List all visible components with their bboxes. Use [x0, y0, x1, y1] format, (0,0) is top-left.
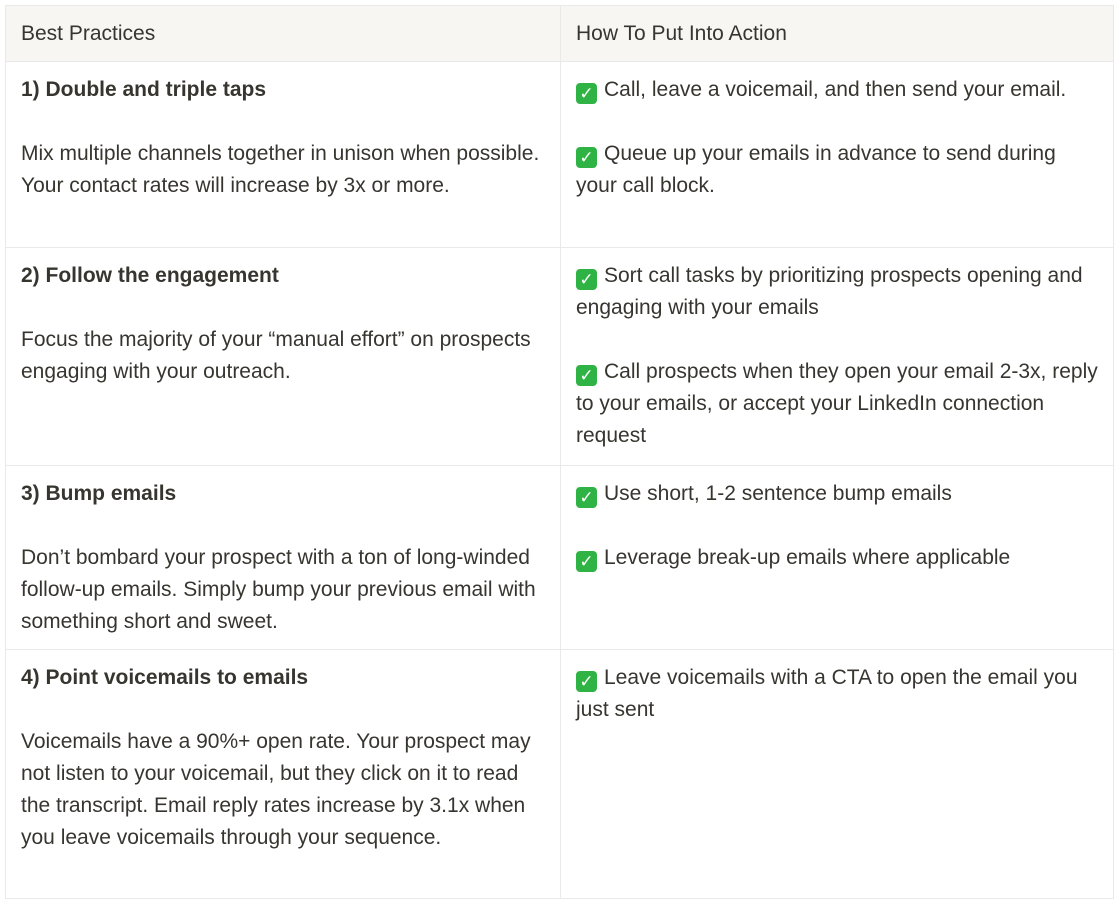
table-row [6, 62, 1113, 248]
action-cell [561, 650, 1113, 898]
practice-cell [6, 650, 561, 898]
action-cell [561, 62, 1113, 247]
practice-title: 2) Follow the engagement [21, 264, 279, 287]
table-row [6, 466, 1113, 650]
action-item [576, 542, 1099, 574]
action-text: Leverage break-up emails where applicable [604, 546, 1011, 569]
practice-title: 1) Double and triple taps [21, 78, 267, 101]
action-item [576, 662, 1099, 726]
check-mark-icon: ✓ [576, 147, 597, 168]
practice-cell [6, 248, 561, 465]
check-mark-icon: ✓ [576, 671, 597, 692]
action-text: Sort call tasks by prioritizing prospects opening and engaging with your emails [576, 264, 1083, 319]
check-mark-icon: ✓ [576, 487, 597, 508]
action-item [576, 74, 1099, 106]
table-row [6, 248, 1113, 466]
action-text: Call prospects when they open your email 2-3x, reply to your emails, or accept your LinkedIn connection request [576, 360, 1098, 447]
header-how-to-put-into-action: How To Put Into Action [576, 21, 787, 45]
table-row [6, 650, 1113, 898]
action-cell [561, 248, 1113, 465]
check-mark-icon: ✓ [576, 365, 597, 386]
check-mark-icon: ✓ [576, 269, 597, 290]
action-item [576, 356, 1099, 452]
action-text: Queue up your emails in advance to send during your call block. [576, 142, 1056, 197]
action-item [576, 478, 1099, 510]
action-text: Leave voicemails with a CTA to open the email you just sent [576, 666, 1078, 721]
action-text: Call, leave a voicemail, and then send your email. [604, 78, 1067, 101]
practice-title: 4) Point voicemails to emails [21, 666, 309, 689]
action-item [576, 260, 1099, 324]
action-item [576, 138, 1099, 202]
practice-description: Don’t bombard your prospect with a ton of long-winded follow-up emails. Simply bump your previous email with something short and sweet. [21, 546, 536, 633]
header-best-practices: Best Practices [6, 6, 561, 61]
practice-description: Voicemails have a 90%+ open rate. Your prospect may not listen to your voicemail, but they click on it to read the transcript. Email reply rates increase by 3.1x when you leave voicemails through your sequence. [21, 730, 531, 849]
practice-description: Mix multiple channels together in unison when possible. Your contact rates will increase by 3x or more. [21, 142, 540, 197]
action-text: Use short, 1-2 sentence bump emails [604, 482, 952, 505]
practice-title: 3) Bump emails [21, 482, 177, 505]
best-practices-table [5, 5, 1114, 899]
check-mark-icon: ✓ [576, 83, 597, 104]
table-header-row [6, 6, 1113, 62]
practice-description: Focus the majority of your “manual effort” on prospects engaging with your outreach. [21, 328, 531, 383]
check-mark-icon: ✓ [576, 551, 597, 572]
action-cell [561, 466, 1113, 649]
practice-cell [6, 62, 561, 247]
practice-cell [6, 466, 561, 649]
